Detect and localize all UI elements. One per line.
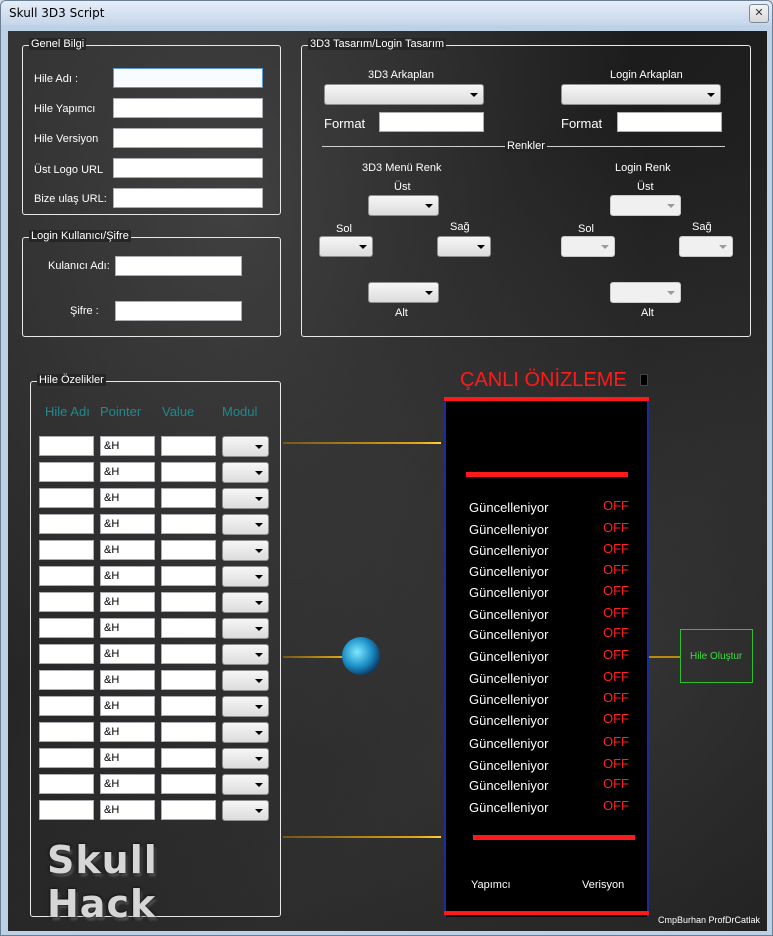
preview-item-status: OFF — [603, 562, 629, 577]
feature-modul-dropdown[interactable] — [222, 618, 269, 639]
hile-yapimci-label: Hile Yapımcı — [34, 103, 96, 115]
chevron-down-icon — [255, 653, 263, 657]
hile-adi-label: Hile Adı : — [34, 73, 79, 85]
deco-line-bottom — [283, 836, 441, 838]
feature-pointer-input[interactable]: &H — [100, 618, 155, 638]
feature-value-input[interactable] — [161, 514, 216, 534]
feature-name-input[interactable] — [39, 592, 94, 612]
chevron-down-icon — [255, 445, 263, 449]
feature-modul-dropdown[interactable] — [222, 748, 269, 769]
preview-bottom-bar — [444, 911, 649, 915]
feature-name-input[interactable] — [39, 566, 94, 586]
chevron-down-icon — [255, 783, 263, 787]
preview-item-name: Güncelleniyor — [469, 736, 549, 751]
genel-bilgi-group — [22, 38, 281, 215]
feature-pointer-input[interactable]: &H — [100, 540, 155, 560]
feature-modul-dropdown[interactable] — [222, 722, 269, 743]
kullanici-adi-input[interactable] — [115, 256, 242, 276]
preview-item-status: OFF — [603, 498, 629, 513]
feature-name-input[interactable] — [39, 800, 94, 820]
login-left-label: Sol — [578, 223, 594, 235]
feature-value-input[interactable] — [161, 436, 216, 456]
chevron-down-icon — [255, 705, 263, 709]
feature-value-input[interactable] — [161, 774, 216, 794]
menu-top-label: Üst — [394, 181, 411, 193]
preview-title: ÇANLI ÖNİZLEME — [460, 369, 627, 391]
login-top-label: Üst — [637, 181, 654, 193]
preview-item-status: OFF — [603, 776, 629, 791]
login-top-dropdown[interactable] — [610, 195, 681, 216]
feature-name-input[interactable] — [39, 540, 94, 560]
feature-pointer-input[interactable]: &H — [100, 774, 155, 794]
menu-bottom-dropdown[interactable] — [368, 282, 439, 303]
feature-value-input[interactable] — [161, 644, 216, 664]
preview-item-status: OFF — [603, 583, 629, 598]
preview-item-status: OFF — [603, 690, 629, 705]
feature-modul-dropdown[interactable] — [222, 644, 269, 665]
format-3d3-label: Format — [324, 116, 366, 131]
preview-item-name: Güncelleniyor — [469, 500, 549, 515]
format-login-label: Format — [561, 116, 603, 131]
feature-value-input[interactable] — [161, 670, 216, 690]
hile-versiyon-label: Hile Versiyon — [34, 133, 99, 145]
feature-modul-dropdown[interactable] — [222, 670, 269, 691]
chevron-down-icon — [425, 204, 433, 208]
feature-pointer-input[interactable]: &H — [100, 488, 155, 508]
feature-modul-dropdown[interactable] — [222, 696, 269, 717]
preview-title-marker — [640, 374, 648, 386]
chevron-down-icon — [255, 497, 263, 501]
preview-item-name: Güncelleniyor — [469, 778, 549, 793]
bg-3d3-dropdown[interactable] — [324, 84, 484, 105]
preview-footer-verisyon: Verisyon — [582, 879, 625, 891]
login-bottom-label: Alt — [641, 307, 654, 319]
feature-value-input[interactable] — [161, 722, 216, 742]
chevron-down-icon — [255, 549, 263, 553]
feature-name-input[interactable] — [39, 774, 94, 794]
preview-item-name: Güncelleniyor — [469, 564, 549, 579]
login-right-label: Sağ — [692, 221, 712, 233]
blue-skull-icon — [342, 637, 380, 675]
window-title: Skull 3D3 Script — [9, 6, 105, 20]
genel-bilgi-legend: Genel Bilgi — [31, 38, 85, 50]
hile-versiyon-input[interactable] — [113, 128, 263, 148]
hile-yapimci-input[interactable] — [113, 98, 263, 118]
preview-item-status: OFF — [603, 711, 629, 726]
chevron-down-icon — [667, 204, 675, 208]
hile-ozelikler-legend: Hile Özelikler — [39, 374, 104, 386]
credits-text: CmpBurhan ProfDrCatlak — [658, 915, 761, 925]
chevron-down-icon — [255, 575, 263, 579]
feature-name-input[interactable] — [39, 644, 94, 664]
preview-item-status: OFF — [603, 605, 629, 620]
preview-footer-bar — [473, 835, 635, 840]
preview-item-status: OFF — [603, 541, 629, 556]
menu-left-dropdown[interactable] — [319, 236, 373, 257]
menu-color-label: 3D3 Menü Renk — [362, 162, 442, 174]
bize-ulas-url-input[interactable] — [113, 188, 263, 208]
feature-value-input[interactable] — [161, 488, 216, 508]
feature-value-input[interactable] — [161, 566, 216, 586]
chevron-down-icon — [255, 809, 263, 813]
chevron-down-icon — [255, 471, 263, 475]
chevron-down-icon — [359, 245, 367, 249]
hile-ozelikler-group — [30, 374, 281, 926]
feature-name-input[interactable] — [39, 514, 94, 534]
preview-item-name: Güncelleniyor — [469, 585, 549, 600]
chevron-down-icon — [255, 601, 263, 605]
feature-pointer-input[interactable]: &H — [100, 670, 155, 690]
format-3d3-input[interactable] — [379, 112, 484, 132]
chevron-down-icon — [255, 731, 263, 735]
chevron-down-icon — [601, 245, 609, 249]
close-button[interactable]: ✕ — [749, 4, 769, 23]
preview-item-status: OFF — [603, 734, 629, 749]
feature-modul-dropdown[interactable] — [222, 436, 269, 457]
format-login-input[interactable] — [617, 112, 722, 132]
title-bar[interactable] — [1, 1, 772, 25]
feature-name-input[interactable] — [39, 748, 94, 768]
feature-name-input[interactable] — [39, 722, 94, 742]
login-right-dropdown[interactable] — [679, 236, 733, 257]
feature-value-input[interactable] — [161, 800, 216, 820]
bg-login-label: Login Arkaplan — [610, 69, 683, 81]
feature-name-input[interactable] — [39, 618, 94, 638]
hile-olustur-button[interactable]: Hile Oluştur — [680, 629, 753, 683]
chevron-down-icon — [255, 627, 263, 631]
feature-modul-dropdown[interactable] — [222, 566, 269, 587]
menu-right-dropdown[interactable] — [437, 236, 491, 257]
hile-adi-input[interactable] — [113, 68, 263, 88]
feature-value-input[interactable] — [161, 696, 216, 716]
login-group — [22, 230, 281, 337]
preview-footer-yapimci: Yapımcı — [471, 879, 511, 891]
chevron-down-icon — [719, 245, 727, 249]
chevron-down-icon — [255, 523, 263, 527]
preview-item-name: Güncelleniyor — [469, 607, 549, 622]
chevron-down-icon — [707, 93, 715, 97]
feature-value-input[interactable] — [161, 462, 216, 482]
preview-item-name: Güncelleniyor — [469, 543, 549, 558]
renkler-label: Renkler — [507, 140, 545, 152]
sifre-input[interactable] — [115, 301, 242, 321]
preview-item-status: OFF — [603, 520, 629, 535]
feature-name-input[interactable] — [39, 696, 94, 716]
feature-name-input[interactable] — [39, 436, 94, 456]
menu-right-label: Sağ — [450, 221, 470, 233]
col-header-pointer: Pointer — [100, 404, 142, 419]
feature-pointer-input[interactable]: &H — [100, 722, 155, 742]
chevron-down-icon — [477, 245, 485, 249]
feature-name-input[interactable] — [39, 488, 94, 508]
preview-item-name: Güncelleniyor — [469, 800, 549, 815]
feature-modul-dropdown[interactable] — [222, 592, 269, 613]
tasarim-legend: 3D3 Tasarım/Login Tasarım — [310, 38, 445, 50]
preview-item-name: Güncelleniyor — [469, 627, 549, 642]
preview-item-name: Güncelleniyor — [469, 522, 549, 537]
preview-item-name: Güncelleniyor — [469, 713, 549, 728]
bg-login-dropdown[interactable] — [561, 84, 721, 105]
deco-line-right — [648, 656, 680, 658]
col-header-modul: Modul — [222, 404, 258, 419]
feature-pointer-input[interactable]: &H — [100, 462, 155, 482]
feature-pointer-input[interactable]: &H — [100, 592, 155, 612]
col-header-value: Value — [162, 404, 195, 419]
preview-item-name: Güncelleniyor — [469, 758, 549, 773]
login-left-dropdown[interactable] — [561, 236, 615, 257]
feature-modul-dropdown[interactable] — [222, 514, 269, 535]
bg-3d3-label: 3D3 Arkaplan — [368, 69, 435, 81]
preview-item-status: OFF — [603, 798, 629, 813]
chevron-down-icon — [470, 93, 478, 97]
feature-pointer-input[interactable]: &H — [100, 644, 155, 664]
feature-pointer-input[interactable]: &H — [100, 566, 155, 586]
feature-name-input[interactable] — [39, 670, 94, 690]
kullanici-adi-label: Kulanıcı Adı: — [48, 260, 110, 272]
ust-logo-url-label: Üst Logo URL — [34, 164, 104, 176]
client-area — [8, 31, 767, 931]
preview-item-name: Güncelleniyor — [469, 649, 549, 664]
feature-modul-dropdown[interactable] — [222, 800, 269, 821]
skull-hack-logo: Skull Hack — [47, 838, 158, 926]
preview-top-bar — [444, 397, 649, 401]
col-header-hile-adi: Hile Adı — [45, 404, 90, 419]
feature-name-input[interactable] — [39, 462, 94, 482]
chevron-down-icon — [667, 291, 675, 295]
deco-line-top — [283, 442, 441, 444]
preview-item-status: OFF — [603, 669, 629, 684]
feature-pointer-input[interactable]: &H — [100, 436, 155, 456]
tasarim-group — [301, 38, 751, 337]
login-color-label: Login Renk — [615, 162, 671, 174]
ust-logo-url-input[interactable] — [113, 158, 263, 178]
preview-item-status: OFF — [603, 756, 629, 771]
preview-panel — [444, 397, 649, 917]
chevron-down-icon — [255, 757, 263, 761]
feature-modul-dropdown[interactable] — [222, 540, 269, 561]
feature-value-input[interactable] — [161, 618, 216, 638]
menu-bottom-label: Alt — [395, 307, 408, 319]
sifre-label: Şifre : — [70, 305, 99, 317]
feature-value-input[interactable] — [161, 748, 216, 768]
feature-pointer-input[interactable]: &H — [100, 696, 155, 716]
chevron-down-icon — [255, 679, 263, 683]
preview-item-status: OFF — [603, 625, 629, 640]
feature-modul-dropdown[interactable] — [222, 462, 269, 483]
menu-left-label: Sol — [336, 223, 352, 235]
chevron-down-icon — [425, 291, 433, 295]
preview-header-bar — [466, 472, 628, 477]
menu-top-dropdown[interactable] — [368, 195, 439, 216]
bize-ulas-url-label: Bize ulaş URL: — [34, 193, 107, 205]
feature-pointer-input[interactable]: &H — [100, 748, 155, 768]
preview-item-status: OFF — [603, 647, 629, 662]
preview-item-name: Güncelleniyor — [469, 692, 549, 707]
feature-value-input[interactable] — [161, 540, 216, 560]
login-bottom-dropdown[interactable] — [610, 282, 681, 303]
feature-pointer-input[interactable]: &H — [100, 514, 155, 534]
feature-pointer-input[interactable]: &H — [100, 800, 155, 820]
preview-item-name: Güncelleniyor — [469, 671, 549, 686]
login-legend: Login Kullanıcı/Şifre — [31, 230, 129, 242]
feature-modul-dropdown[interactable] — [222, 774, 269, 795]
feature-modul-dropdown[interactable] — [222, 488, 269, 509]
feature-value-input[interactable] — [161, 592, 216, 612]
